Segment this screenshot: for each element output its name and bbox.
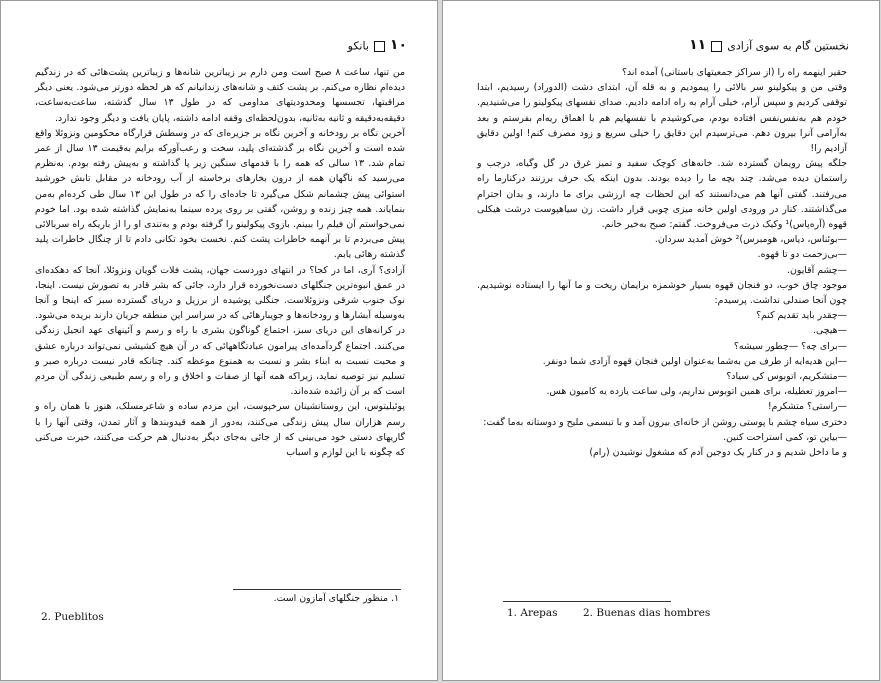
footnote-latin: 2. Pueblitos bbox=[41, 611, 104, 623]
dialogue-line: —چشم آقایون. bbox=[786, 264, 847, 276]
paragraph: آخرین نگاه بر رودخانه و آخرین نگاه بر جزیره‌ای که در وسطش قرارگاه محکومین ونزوئلا واقع شده است و آخرین نگاه بر گذشته‌ای پلید، سخت و رعب‌آورکه برایم به‌قیمت ۱۳ سال از عمر تمام شد. ۱۳ سالی که همه را با قدمهای سنگین زیر پا گذاشته و به‌پیش رفته بودم. به‌نظرم می‌رسید که ناگهان همه از درون بخارهای برخاسته از آب رودخانه در مقابل تابش خورشید استوائی پیش چشمانم شکل می‌گیرد تا جاده‌ای را که در طول این ۱۳ سال طی کرده‌ام به‌من بنمایاند. همه چیز زنده و روشن، گفتی بر روی پرده سینما به‌نمایش گذاشته شده بود. اما خودم نمی‌خواستم آن فیلم را ببینم. بازوی پیکولینو را گرفته بودم و به‌تندی او را از باریکه راه سربالائی پیش می‌بردم تا بر آنهمه خاطرات پشت کنم. نخست بخود تکانی دادم تا از چنگال خاطرات پلید گذشته رهائی یابم. bbox=[35, 127, 405, 261]
footnote-divider bbox=[503, 601, 671, 602]
dialogue-line: —بوئناس، دیاس، هومبرس)² خوش آمدید سردان. bbox=[654, 234, 847, 246]
footnote-latin-1: 1. Arepas bbox=[507, 607, 558, 619]
paragraph: موجود چاق خوب، دو فنجان قهوه بسیار خوشمزه برایمان ریخت و ما آنها را ایستاده نوشیدیم. چون آنجا صندلی نداشت. پرسیدم: bbox=[477, 279, 847, 307]
dialogue-line: —این هدیه‌ایه از طرف من به‌شما به‌عنوان اولین فنجان قهوه آزادی شما دونفر. bbox=[542, 355, 847, 367]
right-page bbox=[442, 0, 880, 681]
paragraph: دختری سیاه چشم با پوستی روشن از خانه‌ای بیرون آمد و با تبسمی ملیح و دوستانه به‌ما گفت: bbox=[483, 416, 847, 428]
left-running-title: بانکو bbox=[347, 39, 369, 53]
right-running-title: نخستین گام به سوی آزادی bbox=[727, 39, 849, 53]
dialogue-line: —بیاین تو، کمی استراحت کنین. bbox=[723, 431, 847, 443]
page-marker-square bbox=[711, 41, 722, 52]
right-page-header bbox=[481, 37, 849, 57]
paragraph: آزادی؟ آری، اما در کجا؟ در انتهای دوردست جهان، پشت فلات گویان ونزوئلا، آنجا که دهکده‌ای در عمق انبوه‌ترین جنگلهای دست‌نخورده قرار دارد، جائی که بشر قادر به تصورش نیست. اینجا، نوک جنوب شرقی ونزوئلاست. جنگلی پوشیده از برزیل و دریای گسترده سبز که اینجا و آنجا به‌وسیله آبشارها و رودخانه‌ها و جویبارهائی که در سراسر این منطقه جریان دارند بریده می‌شود. در کرانه‌های این دریای سبز، اجتماع گونا‌گون بشری با راه و رسم و آئینهای عهد انجیل زندگی می‌کنند. اجتماع گردآمده‌ای پیرامون عبادتگاههائی که در آن هیچ کشیشی نمی‌تواند درباره عشق و محبت نسبت به ابناء بشر و نسبت به همنوع موعظه کند. چنانکه قادر نیست درباره صبر و تسلیم نیز توصیه نماید، زیراکه همه آنها از صفات و اخلاق و راه و رسم طبیعی زندگی آن مردم است که بر آن زائیده شده‌اند. bbox=[35, 264, 405, 398]
right-page-number: ۱۱ bbox=[689, 37, 707, 53]
paragraph: پوئبلیتوس، این روستانشینان سرخپوست، این مردم ساده و شاعرمسلک، هنوز با همان راه و رسم هزاران سال پیش زندگی می‌کنند، به‌دور از همه قیدوبندها و آثار تمدن، وقتی آنها را با گاریهای دستی خود می‌بینی که از جائی به‌جای دیگر به‌دنبال هم حرکت می‌کنند، حیرت می‌کنی که چگونه با این لوازم و اسباب bbox=[35, 401, 405, 459]
paragraph: وقتی من و پیکولینو سر بالائی را پیمودیم و به قله آن، ابتدای دشت (الدوراد) رسیدیم، ابتدا توقفی کردیم و سپس آرام، خیلی آرام به راه ادامه دادیم. صدای نفسهای پیکولینو را می‌شنیدیم. خودم هم به‌نفس‌نفس افتاده بودم، می‌کوشیدم با نفسهایم هم با اهماق ریه‌ام بفرستم و بعد به‌آرامی آنرا بیرون دهم. می‌ترسیدم این دقایق را خیلی سریع و زود مصرف کنم! اولین دقایق آزادیم را! bbox=[477, 82, 847, 155]
right-page-body bbox=[477, 65, 847, 460]
dialogue-line: —هیچی. bbox=[813, 325, 847, 337]
footnote: ۱. منظور جنگلهای آمازون است. bbox=[273, 593, 399, 604]
dialogue-line: —راستی؟ متشکرم! bbox=[767, 401, 847, 413]
dialogue-line: —متشکریم، اتوبوس کی سیاد؟ bbox=[726, 371, 847, 383]
dialogue-line: —چقدر باید تقدیم کنم؟ bbox=[756, 310, 847, 322]
footnote-latin-2: 2. Buenas dias hombres bbox=[583, 607, 711, 619]
paragraph: حقیر اینهمه راه را (از سراکز جمعیتهای باستانی) آمده اند؟ bbox=[622, 67, 847, 78]
dialogue-line: —بی‌زحمت دو تا قهوه. bbox=[757, 249, 847, 261]
left-page bbox=[0, 0, 438, 681]
left-page-number: ۱۰ bbox=[389, 37, 407, 53]
left-page-body bbox=[35, 65, 405, 460]
paragraph: و ما داخل شدیم و در کنار یک دوجین آدم که مشغول نوشیدن (رام) bbox=[589, 447, 847, 459]
dialogue-line: —برای چه؟ —چطور سیشه؟ bbox=[733, 340, 847, 352]
paragraph: من تنها، ساعت ۸ صبح است ومن دارم بر زیباترین شانه‌ها و زیباترین پشت‌هائی که در زندگیم دیده‌ام نظاره می‌کنم. بر پشت کتف و شانه‌های زندانیانم که هر لحظه دورتر می‌شود. یعنی دیگر مراقبتها، تجسسها ومحدودیتهای مداومی که در طول ۱۳ سال گذشته، ساعت‌به‌ساعت، دقیقه‌به‌دقیقه و ثانیه به‌ثانیه، بدون‌لحظه‌ای وقفه ادامه داشته، پایان یافت و دیگر وجود ندارد. bbox=[35, 67, 405, 124]
dialogue-line: —امروز تعطیله، برای همین اتوبوس نداریم، ولی ساعت یازده یه کامیون هس. bbox=[546, 386, 847, 398]
left-page-header bbox=[39, 37, 407, 57]
paragraph: جلگه پیش رویمان گسترده شد. خانه‌های کوچک سفید و تمیز غرق در گل وگیاه، درجب و راستمان دیده می‌شد. چند بچه ما را دیده بودند. بدون اینکه یک حرف برزنند درکنارما راه می‌رفتند. گفتی آنها هم می‌دانستند که این لحظات چه ارزشی برای ما دارند، و بدان احترام می‌گذاشتند. کنار در ورودی اولین خانه میزی چوبی قرار داشت. زن سیاهپوست درشت هیکلی قهوه (آره‌پاس)¹ وکیک ذرت می‌فروخت. گفتم: صبح به‌خیر خانم. bbox=[477, 158, 847, 231]
footnote-divider bbox=[233, 589, 401, 590]
page-marker-square bbox=[374, 41, 385, 52]
